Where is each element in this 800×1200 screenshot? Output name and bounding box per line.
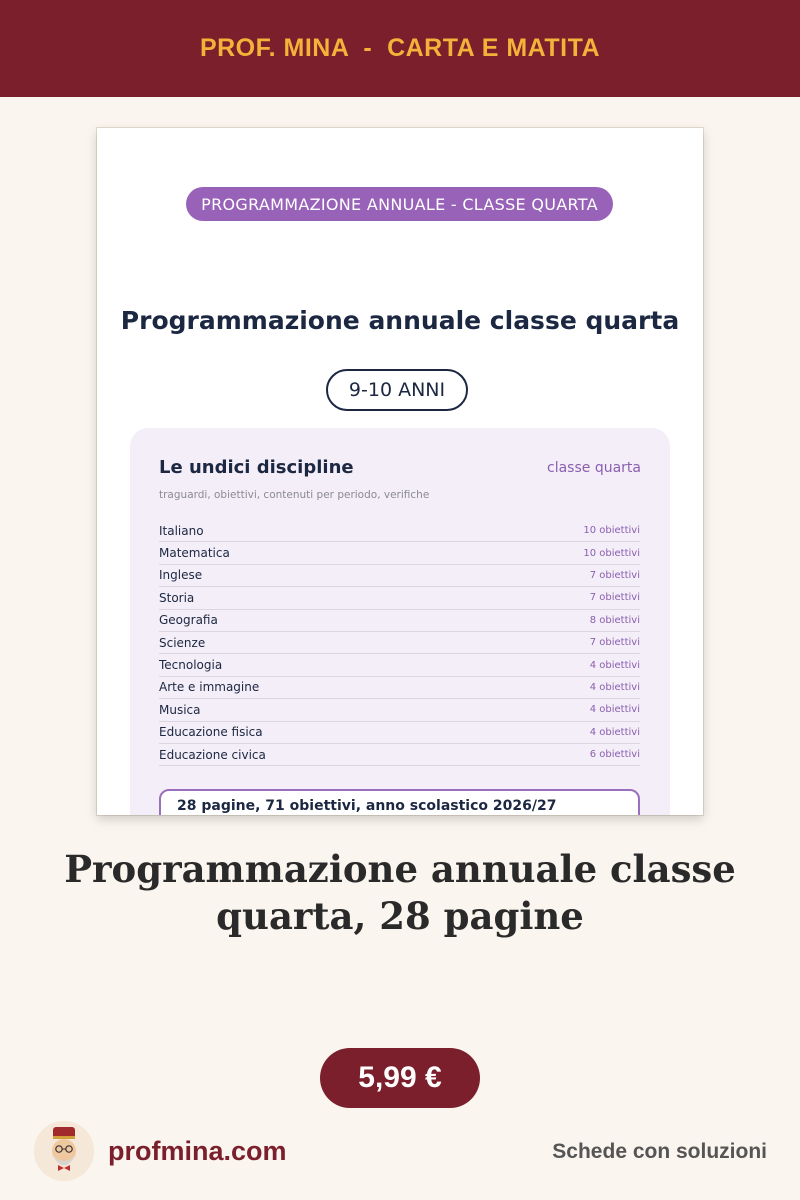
disciplines-list bbox=[159, 520, 640, 766]
product-title-line1: Programmazione annuale classe bbox=[64, 847, 736, 891]
discipline-count: 8 obiettivi bbox=[589, 614, 640, 626]
discipline-count: 10 obiettivi bbox=[583, 525, 640, 537]
list-item bbox=[159, 587, 640, 609]
list-item bbox=[159, 744, 640, 766]
discipline-count: 7 obiettivi bbox=[589, 637, 640, 649]
discipline-name: Arte e immagine bbox=[159, 680, 260, 695]
discipline-count: 4 obiettivi bbox=[589, 659, 640, 671]
product-title-line2: quarta, 28 pagine bbox=[216, 894, 584, 938]
list-item bbox=[159, 677, 640, 699]
list-item bbox=[159, 699, 640, 721]
discipline-name: Musica bbox=[159, 702, 201, 717]
price-button[interactable]: 5,99 € bbox=[320, 1048, 480, 1108]
list-item bbox=[159, 654, 640, 676]
summary-box bbox=[159, 789, 640, 815]
discipline-name: Geografia bbox=[159, 613, 218, 628]
product-preview-image[interactable] bbox=[97, 128, 703, 815]
list-item bbox=[159, 632, 640, 654]
discipline-name: Matematica bbox=[159, 546, 230, 561]
site-link[interactable]: profmina.com bbox=[108, 1136, 287, 1166]
discipline-count: 6 obiettivi bbox=[589, 749, 640, 761]
list-item bbox=[159, 610, 640, 632]
professor-avatar-icon bbox=[34, 1121, 94, 1181]
summary-text: 28 pagine, 71 obiettivi, anno scolastico 2026/27 bbox=[177, 798, 557, 814]
top-banner bbox=[0, 0, 800, 97]
list-item bbox=[159, 722, 640, 744]
discipline-name: Educazione civica bbox=[159, 747, 266, 762]
discipline-name: Scienze bbox=[159, 635, 206, 650]
discipline-count: 7 obiettivi bbox=[589, 569, 640, 581]
preview-title: Programmazione annuale classe quarta bbox=[120, 306, 680, 335]
list-item bbox=[159, 565, 640, 587]
disciplines-panel bbox=[130, 428, 670, 815]
discipline-name: Italiano bbox=[159, 523, 204, 538]
footer-tagline: Schede con soluzioni bbox=[552, 1140, 767, 1163]
product-title bbox=[40, 846, 760, 940]
disciplines-subtitle: traguardi, obiettivi, contenuti per periodo, verifiche bbox=[159, 489, 430, 501]
age-badge: 9-10 ANNI bbox=[326, 369, 468, 411]
discipline-count: 4 obiettivi bbox=[589, 726, 640, 738]
disciplines-title: Le undici discipline bbox=[159, 457, 354, 478]
discipline-name: Inglese bbox=[159, 568, 203, 583]
discipline-count: 7 obiettivi bbox=[589, 592, 640, 604]
discipline-count: 10 obiettivi bbox=[583, 547, 640, 559]
discipline-name: Educazione fisica bbox=[159, 725, 263, 740]
preview-header-pill: PROGRAMMAZIONE ANNUALE - CLASSE QUARTA bbox=[186, 187, 613, 221]
disciplines-tag: classe quarta bbox=[547, 460, 641, 476]
list-item bbox=[159, 542, 640, 564]
discipline-name: Storia bbox=[159, 590, 195, 605]
banner-title: PROF. MINA - CARTA E MATITA bbox=[199, 34, 601, 62]
discipline-count: 4 obiettivi bbox=[589, 681, 640, 693]
list-item bbox=[159, 520, 640, 542]
discipline-count: 4 obiettivi bbox=[589, 704, 640, 716]
discipline-name: Tecnologia bbox=[159, 658, 223, 673]
